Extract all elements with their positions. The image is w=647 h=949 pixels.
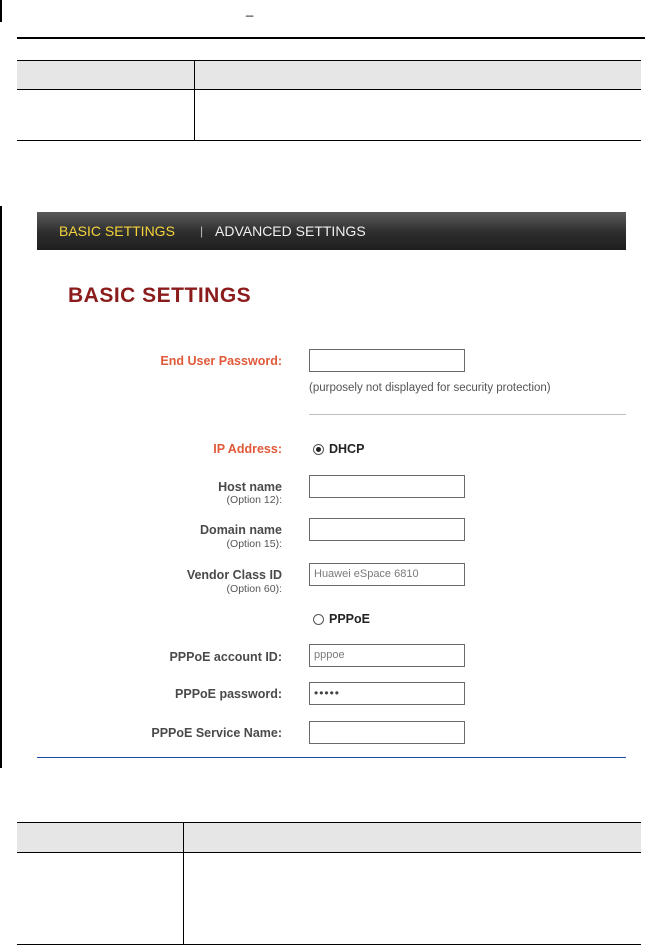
header-rule: [17, 37, 645, 39]
dhcp-label: DHCP: [329, 442, 365, 456]
tab-basic-settings[interactable]: BASIC SETTINGS: [59, 223, 175, 239]
pppoe-account-id-label: PPPoE account ID:: [169, 650, 282, 664]
nav-separator: |: [200, 224, 204, 238]
pppoe-label: PPPoE: [329, 612, 370, 626]
domain-name-field[interactable]: [309, 518, 465, 541]
tab-advanced-settings[interactable]: ADVANCED SETTINGS: [215, 223, 366, 239]
password-hint: (purposely not displayed for security protection): [309, 382, 551, 394]
host-name-label: Host name: [218, 480, 282, 494]
domain-name-label: Domain name: [200, 523, 282, 537]
domain-name-option: (Option 15):: [226, 538, 282, 550]
dhcp-radio[interactable]: [313, 444, 324, 455]
host-name-field[interactable]: [309, 475, 465, 498]
left-margin-bar: [0, 0, 2, 22]
vendor-class-id-option: (Option 60):: [226, 583, 282, 595]
page-title: BASIC SETTINGS: [68, 284, 252, 307]
bottom-table-header: [17, 822, 641, 853]
bottom-table-divider: [183, 822, 184, 945]
pppoe-service-name-label: PPPoE Service Name:: [151, 726, 282, 740]
pppoe-service-name-field[interactable]: [309, 721, 465, 744]
left-margin-bar-2: [0, 206, 2, 768]
top-table-header: [17, 60, 641, 90]
end-user-password-label: End User Password:: [160, 354, 282, 368]
pppoe-password-field[interactable]: •••••: [309, 682, 465, 705]
pppoe-radio[interactable]: [313, 614, 324, 625]
bottom-table-row: [17, 852, 641, 945]
top-table-divider: [194, 60, 195, 140]
end-user-password-field[interactable]: [309, 349, 465, 372]
host-name-option: (Option 12):: [226, 494, 282, 506]
ip-address-label: IP Address:: [213, 442, 282, 456]
panel-bottom-rule: [37, 757, 626, 758]
vendor-class-id-label: Vendor Class ID: [186, 568, 282, 582]
pppoe-password-label: PPPoE password:: [175, 687, 282, 701]
basic-settings-panel: [37, 212, 626, 758]
vendor-class-id-field[interactable]: Huawei eSpace 6810: [309, 563, 465, 586]
section-divider: [309, 414, 626, 415]
pppoe-account-id-field[interactable]: pppoe: [309, 644, 465, 667]
top-table-row: [17, 89, 641, 141]
header-mark: _: [246, 2, 254, 17]
nav-bar: [37, 212, 626, 250]
